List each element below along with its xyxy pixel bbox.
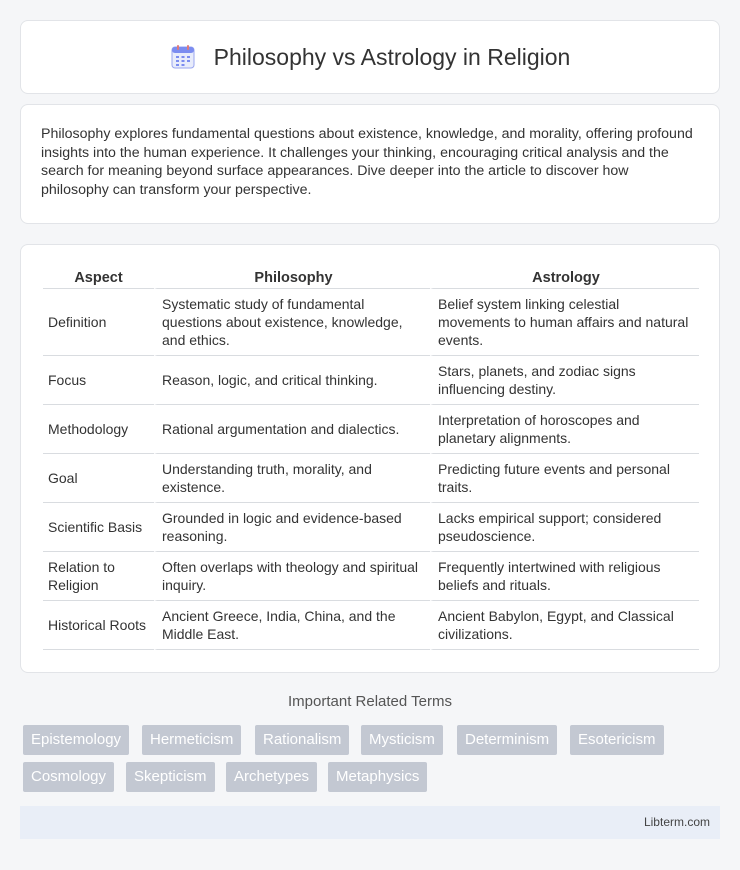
row-aspect: Focus — [43, 356, 154, 405]
row-philosophy: Systematic study of fundamental questions about existence, knowledge, and ethics. — [154, 289, 430, 356]
title-card — [20, 20, 720, 94]
intro-card — [20, 104, 720, 224]
calendar-icon — [170, 44, 196, 70]
row-astrology: Ancient Babylon, Egypt, and Classical civilizations. — [430, 601, 699, 650]
table-header-row — [43, 265, 699, 289]
row-philosophy: Often overlaps with theology and spiritual inquiry. — [154, 552, 430, 601]
row-aspect: Relation to Religion — [43, 552, 154, 601]
tag-archetypes[interactable]: Archetypes — [226, 762, 317, 792]
table-row — [43, 289, 699, 356]
row-aspect: Definition — [43, 289, 154, 356]
row-astrology: Predicting future events and personal traits. — [430, 454, 699, 503]
tag-skepticism[interactable]: Skepticism — [126, 762, 215, 792]
table-row — [43, 503, 699, 552]
table-row — [43, 405, 699, 454]
page-title: Philosophy vs Astrology in Religion — [213, 43, 571, 70]
comparison-table-card — [20, 244, 720, 673]
tag-mysticism[interactable]: Mysticism — [361, 725, 443, 755]
tag-esotericism[interactable]: Esotericism — [570, 725, 664, 755]
tag-cosmology[interactable]: Cosmology — [23, 762, 114, 792]
row-astrology: Stars, planets, and zodiac signs influencing destiny. — [430, 356, 699, 405]
header-astrology: Astrology — [430, 265, 699, 289]
row-astrology: Frequently intertwined with religious beliefs and rituals. — [430, 552, 699, 601]
row-philosophy: Reason, logic, and critical thinking. — [154, 356, 430, 405]
row-philosophy: Understanding truth, morality, and existence. — [154, 454, 430, 503]
intro-text: Philosophy explores fundamental questions about existence, knowledge, and morality, offering profound insights into the human experience. It challenges your thinking, encouraging critical analysis and the search for meaning beyond surface appearances. Dive deeper into the article to discover how philosophy can transform your perspective. — [41, 126, 693, 198]
table-row — [43, 552, 699, 601]
footer — [20, 806, 720, 839]
table-row — [43, 601, 699, 650]
table-row — [43, 454, 699, 503]
row-aspect: Goal — [43, 454, 154, 503]
header-aspect: Aspect — [43, 265, 154, 289]
row-aspect: Methodology — [43, 405, 154, 454]
comparison-table — [43, 265, 699, 650]
row-astrology: Interpretation of horoscopes and planetary alignments. — [430, 405, 699, 454]
row-philosophy: Grounded in logic and evidence-based reasoning. — [154, 503, 430, 552]
related-terms-title: Important Related Terms — [288, 693, 452, 710]
footer-link[interactable]: Libterm.com — [643, 815, 710, 829]
row-astrology: Lacks empirical support; considered pseudoscience. — [430, 503, 699, 552]
row-astrology: Belief system linking celestial movements to human affairs and natural events. — [430, 289, 699, 356]
row-aspect: Historical Roots — [43, 601, 154, 650]
header-philosophy: Philosophy — [154, 265, 430, 289]
tag-hermeticism[interactable]: Hermeticism — [142, 725, 241, 755]
row-philosophy: Rational argumentation and dialectics. — [154, 405, 430, 454]
row-aspect: Scientific Basis — [43, 503, 154, 552]
table-row — [43, 356, 699, 405]
tag-metaphysics[interactable]: Metaphysics — [328, 762, 427, 792]
tag-rationalism[interactable]: Rationalism — [255, 725, 349, 755]
tag-epistemology[interactable]: Epistemology — [23, 725, 129, 755]
tag-determinism[interactable]: Determinism — [457, 725, 557, 755]
row-philosophy: Ancient Greece, India, China, and the Middle East. — [154, 601, 430, 650]
